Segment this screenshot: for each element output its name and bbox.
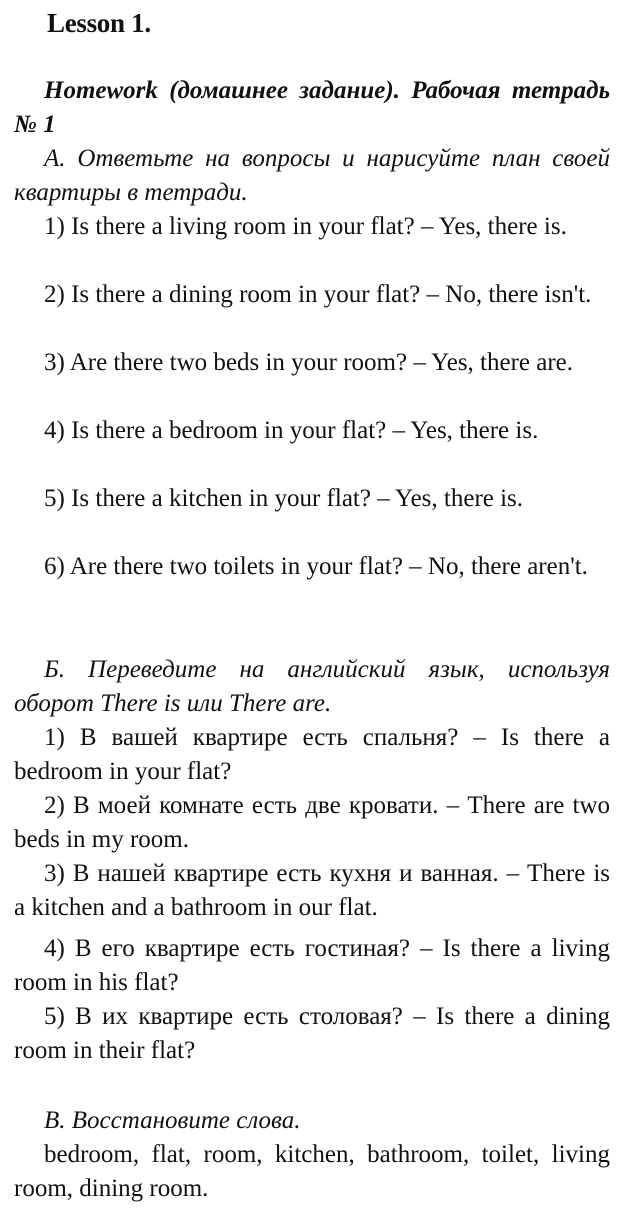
- section-b-item-4: 4) В его квартире есть гостиная? – Is there a living room in his flat?: [14, 935, 610, 996]
- section-c-instruction: В. Восстановите слова.: [44, 1107, 301, 1134]
- section-b-item-2: 2) В моей комнате есть две кровати. – There are two beds in my room.: [14, 792, 610, 853]
- lesson-title: Lesson 1.: [47, 8, 151, 38]
- section-a-instruction: А. Ответьте на вопросы и нарисуйте план своей квартиры в тетради.: [14, 145, 610, 206]
- homework-heading: Homework (домашнее задание). Рабочая тетрадь № 1: [14, 77, 610, 138]
- section-a-item-2: 2) Is there a dining room in your flat? – No, there isn't.: [44, 281, 592, 308]
- section-b-item-1: 1) В вашей квартире есть спальня? – Is there a bedroom in your flat?: [14, 724, 610, 785]
- section-b-item-3: 3) В нашей квартире есть кухня и ванная. – There is a kitchen and a bathroom in our flat.: [14, 860, 610, 921]
- section-b-instruction: Б. Переведите на английский язык, используя оборот There is или There are.: [14, 656, 610, 717]
- section-c-words: bedroom, flat, room, kitchen, bathroom, toilet, living room, dining room.: [14, 1141, 610, 1202]
- section-b-item-5: 5) В их квартире есть столовая? – Is there a dining room in their flat?: [14, 1003, 610, 1064]
- section-a-item-6: 6) Are there two toilets in your flat? – No, there aren't.: [44, 553, 588, 580]
- section-a-item-3: 3) Are there two beds in your room? – Yes, there are.: [44, 349, 574, 376]
- section-a-item-5: 5) Is there a kitchen in your flat? – Yes, there is.: [44, 485, 524, 512]
- section-a-item-1: 1) Is there a living room in your flat? – Yes, there is.: [44, 213, 567, 240]
- section-a-item-4: 4) Is there a bedroom in your flat? – Yes, there is.: [44, 417, 539, 444]
